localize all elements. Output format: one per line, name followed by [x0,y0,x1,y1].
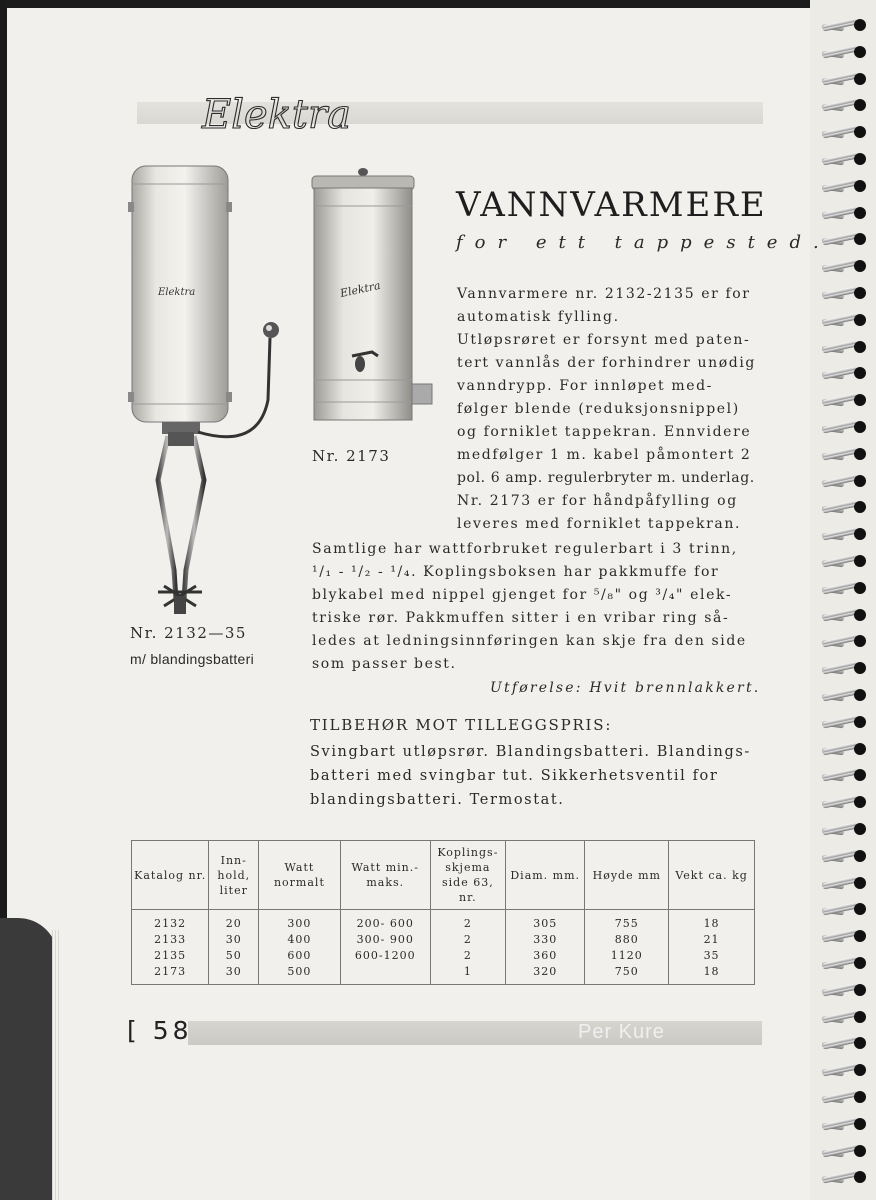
water-heater-2132-image [118,160,288,620]
table-cell: 320 [505,964,584,985]
accessories-line: batteri med svingbar tut. Sikkerhetsventil for [310,768,719,784]
spiral-ring [818,340,866,354]
table-cell: 1 [430,964,505,985]
body-line: ledes at ledningsinnføringen kan skje fra den side [312,633,747,649]
spiral-ring [818,715,866,729]
body-line: vanndrypp. For innløpet med- [457,378,713,394]
page-title: VANNVARMERE [456,185,767,225]
caption-mixer-note: m/ blandingsbatteri [130,651,254,667]
spiral-ring [818,393,866,407]
spiral-ring [818,795,866,809]
spiral-ring [818,259,866,273]
body-line: som passer best. [312,656,457,672]
spiral-ring [818,420,866,434]
table-cell: 2 [430,948,505,964]
table-row [132,964,755,985]
spiral-ring [818,1144,866,1158]
body-line: tert vannlås der forhindrer unødig [457,355,756,371]
table-cell: 2173 [132,964,209,985]
table-cell: 2135 [132,948,209,964]
spiral-ring [818,876,866,890]
spiral-ring [818,366,866,380]
body-line: ¹/₁ - ¹/₂ - ¹/₄. Koplingsboksen har pakkmuffe for [312,564,720,580]
spiral-ring [818,152,866,166]
accessories-line: Svingbart utløpsrør. Blandingsbatteri. Blandings- [310,744,751,760]
caption-model-2173: Nr. 2173 [312,447,391,465]
spiral-ring [818,474,866,488]
svg-text:Elektra: Elektra [338,278,382,301]
scanner-watermark: Per Kure [578,1021,665,1043]
col-header: Vekt ca. kg [669,841,755,910]
body-line: automatisk fylling. [457,309,620,325]
spiral-ring [818,45,866,59]
table-cell: 755 [585,910,669,933]
table-cell: 300 [259,910,341,933]
spiral-ring [818,742,866,756]
spiral-ring [818,286,866,300]
footer-band [188,1021,762,1045]
body-line: leveres med forniklet tappekran. [457,516,742,532]
spiral-ring [818,1170,866,1184]
table-cell: 2 [430,932,505,948]
spiral-binding [810,0,876,1200]
table-cell: 18 [669,910,755,933]
body-line: Samtlige har wattforbruket regulerbart i 3 trinn, [312,541,738,557]
body-line: triske rør. Pakkmuffen sitter i en vribar ring så- [312,610,730,626]
table-cell: 18 [669,964,755,985]
spiral-ring [818,554,866,568]
table-cell: 200- 600 [340,910,430,933]
caption-model-2132-35: Nr. 2132—35 [130,624,247,642]
spiral-ring [818,956,866,970]
col-header: Inn-hold, liter [209,841,259,910]
table-cell: 330 [505,932,584,948]
table-cell: 600 [259,948,341,964]
table-header-row [132,841,755,910]
spiral-ring [818,98,866,112]
table-cell: 20 [209,910,259,933]
elektra-logo [200,86,351,138]
spiral-ring [818,179,866,193]
table-cell: 400 [259,932,341,948]
table-cell: 2132 [132,910,209,933]
spiral-ring [818,634,866,648]
table-cell: 35 [669,948,755,964]
finish-note: Utførelse: Hvit brennlakkert. [490,680,761,696]
spiral-ring [818,581,866,595]
spiral-ring [818,983,866,997]
table-cell: 360 [505,948,584,964]
table-cell: 600-1200 [340,948,430,964]
spiral-ring [818,902,866,916]
table-cell: 305 [505,910,584,933]
spiral-ring [818,1090,866,1104]
col-header: Høyde mm [585,841,669,910]
body-line: medfølger 1 m. kabel påmontert 2 [457,447,752,463]
table-cell: 500 [259,964,341,985]
table-cell: 750 [585,964,669,985]
body-line: blykabel med nippel gjenget for ⁵/₈" og ³/₄" elek- [312,587,733,603]
scan-top-border [0,0,876,8]
accessories-line: blandingsbatteri. Termostat. [310,792,565,808]
page-stack-edge [52,930,60,1200]
water-heater-2173-image [306,166,438,426]
svg-text:Elektra: Elektra [202,92,351,138]
spec-table [131,840,755,985]
col-header: Koplings-skjema side 63, nr. [430,841,505,910]
body-line: pol. 6 amp. regulerbryter m. underlag. [457,470,755,486]
table-cell [340,964,430,985]
col-header: Diam. mm. [505,841,584,910]
spiral-ring [818,849,866,863]
spiral-ring [818,206,866,220]
table-cell: 30 [209,932,259,948]
body-line: og forniklet tappekran. Ennvidere [457,424,752,440]
accessories-heading: TILBEHØR MOT TILLEGGSPRIS: [310,716,613,734]
page-subtitle: for ett tappested. [456,232,831,253]
spiral-ring [818,125,866,139]
body-line: Nr. 2173 er for håndpåfylling og [457,493,738,509]
spiral-ring [818,1036,866,1050]
spiral-ring [818,313,866,327]
table-cell: 880 [585,932,669,948]
spiral-ring [818,822,866,836]
spiral-ring [818,1010,866,1024]
table-row [132,910,755,933]
table-row [132,948,755,964]
table-cell: 30 [209,964,259,985]
table-cell: 2 [430,910,505,933]
page-number: [ 58 [127,1016,193,1045]
body-line: Vannvarmere nr. 2132-2135 er for [457,286,751,302]
spiral-ring [818,661,866,675]
col-header: Katalog nr. [132,841,209,910]
spiral-ring [818,768,866,782]
spiral-ring [818,447,866,461]
spiral-ring [818,608,866,622]
binder-cover-edge [0,918,58,1200]
spiral-ring [818,527,866,541]
body-line: Utløpsrøret er forsynt med paten- [457,332,751,348]
table-cell: 300- 900 [340,932,430,948]
table-cell: 1120 [585,948,669,964]
table-cell: 21 [669,932,755,948]
table-cell: 50 [209,948,259,964]
spiral-ring [818,929,866,943]
col-header: Watt min.-maks. [340,841,430,910]
spiral-ring [818,72,866,86]
svg-text:Elektra: Elektra [158,287,196,298]
body-line: følger blende (reduksjonsnippel) [457,401,740,417]
spiral-ring [818,18,866,32]
spiral-ring [818,688,866,702]
table-cell: 2133 [132,932,209,948]
spiral-ring [818,1063,866,1077]
spiral-ring [818,1117,866,1131]
spiral-ring [818,500,866,514]
table-row [132,932,755,948]
col-header: Watt normalt [259,841,341,910]
